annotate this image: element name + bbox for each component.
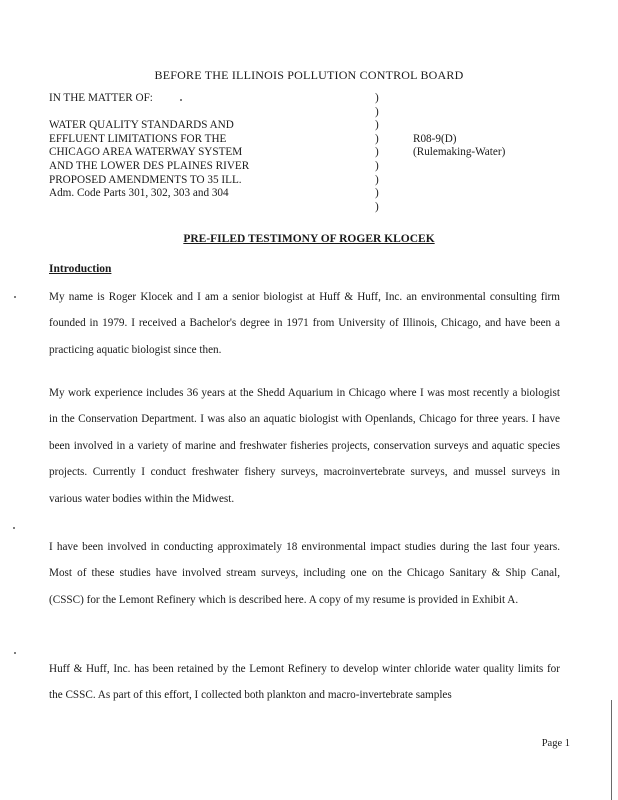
caption-parentheses [375, 92, 385, 214]
page-number: Page 1 [541, 738, 570, 749]
docket-number: R08-9(D) [413, 132, 457, 145]
paren: ) [375, 159, 379, 172]
scan-speck [180, 99, 182, 101]
section-heading: Introduction [49, 263, 112, 275]
paren: ) [375, 200, 379, 213]
paragraph: I have been involved in conducting approximately 18 environmental impact studies during the last four years. Most of these studies have involved stream surveys, including one on the Chicago Sanitary & Ship Canal, (CSSC) for the Lemont Refinery which is described here. A copy of my resume is provided in Exhibit A. [49, 541, 560, 606]
caption-matter [49, 92, 349, 201]
caption-spacer [49, 106, 349, 120]
paren: ) [375, 173, 379, 186]
docket-type: (Rulemaking-Water) [413, 146, 506, 159]
paragraph: Huff & Huff, Inc. has been retained by the Lemont Refinery to develop winter chloride water quality limits for the CSSC. As part of this effort, I collected both plankton and macro-invertebrate samples [49, 663, 560, 702]
paren: ) [375, 105, 379, 118]
matter-line: Adm. Code Parts 301, 302, 303 and 304 [49, 187, 229, 200]
paren: ) [375, 187, 379, 200]
paren: ) [375, 146, 379, 159]
scan-speck [13, 527, 15, 529]
caption-docket [413, 133, 563, 160]
scan-speck [14, 652, 16, 654]
testimony-title: PRE-FILED TESTIMONY OF ROGER KLOCEK [183, 233, 435, 245]
matter-label: IN THE MATTER OF: [49, 92, 153, 104]
scan-edge-line [611, 700, 612, 800]
matter-line: WATER QUALITY STANDARDS AND [49, 119, 234, 132]
paren: ) [375, 119, 379, 132]
matter-line: CHICAGO AREA WATERWAY SYSTEM [49, 146, 243, 159]
matter-line: AND THE LOWER DES PLAINES RIVER [49, 159, 250, 172]
scan-speck [14, 296, 16, 298]
paren: ) [375, 92, 379, 104]
matter-line: EFFLUENT LIMITATIONS FOR THE [49, 132, 227, 145]
paragraph: My work experience includes 36 years at the Shedd Aquarium in Chicago where I was most recently a biologist in the Conservation Department. I was also an aquatic biologist with Openlands, Chicago for three years. I have been involved in a variety of marine and freshwater fisheries projects, conservation surveys and aquatic species projects. Currently I conduct freshwater fishery surveys, macroinvertebrate surveys, and mussel surveys in various water bodies within the Midwest. [49, 387, 560, 505]
matter-line: PROPOSED AMENDMENTS TO 35 ILL. [49, 173, 242, 186]
board-title: BEFORE THE ILLINOIS POLLUTION CONTROL BOARD [154, 68, 464, 82]
paragraph: My name is Roger Klocek and I am a senior biologist at Huff & Huff, Inc. an environmental consulting firm founded in 1979. I received a Bachelor's degree in 1971 from University of Illinois, Chicago, and have been a practicing aquatic biologist since then. [49, 291, 560, 356]
paren: ) [375, 132, 379, 145]
